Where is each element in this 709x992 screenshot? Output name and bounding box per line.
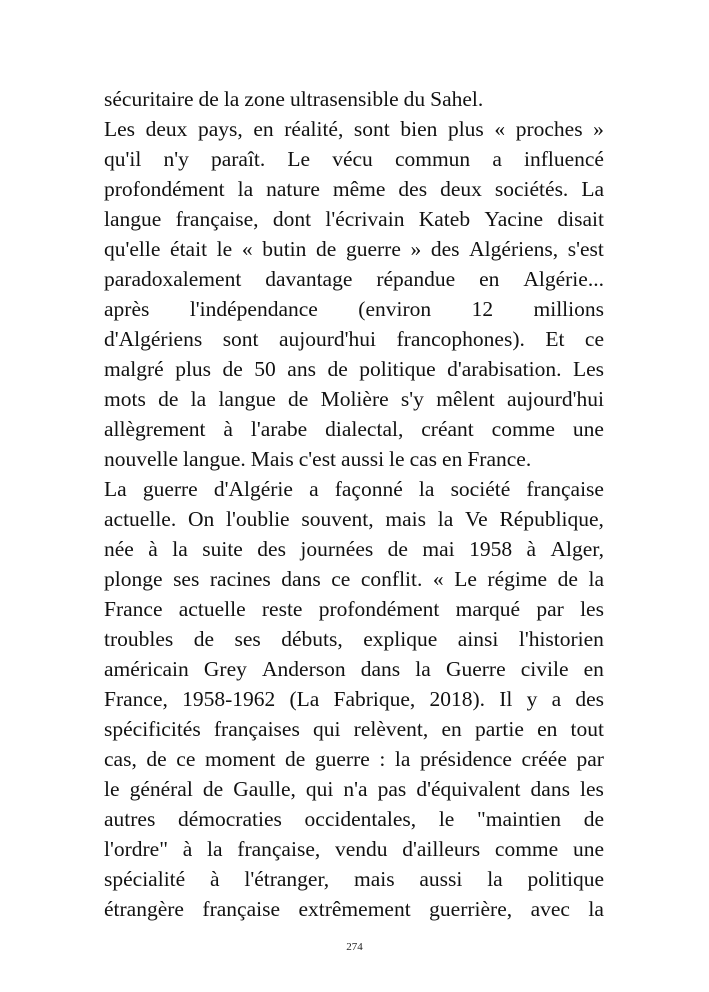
- word: de: [316, 237, 337, 261]
- word: paraît.: [210, 147, 266, 171]
- word: ce: [584, 327, 604, 351]
- word: pas: [377, 777, 407, 801]
- word: le: [389, 447, 405, 471]
- text-line: [104, 684, 604, 714]
- word: réalité,: [284, 117, 344, 141]
- text-line: [104, 264, 604, 294]
- word: la: [418, 477, 435, 501]
- word: 2018).: [429, 687, 486, 711]
- word: nouvelle: [104, 447, 179, 471]
- word: cas: [409, 447, 438, 471]
- word: en: [479, 267, 500, 291]
- word: française,: [175, 207, 259, 231]
- word: 50: [254, 357, 276, 381]
- word: la: [588, 567, 604, 591]
- word: françaises: [213, 717, 300, 741]
- word: c'est: [298, 447, 337, 471]
- word: troubles: [104, 627, 174, 651]
- word: sont: [353, 117, 390, 141]
- word: mêlent: [436, 387, 495, 411]
- word: plonge: [104, 567, 163, 591]
- word: dans: [360, 657, 401, 681]
- word: civile: [520, 657, 569, 681]
- word: On: [187, 507, 215, 531]
- word: souvent,: [301, 507, 374, 531]
- word: n'y: [163, 147, 189, 171]
- word: même: [332, 177, 386, 201]
- word: guerre: [142, 477, 198, 501]
- word: «: [241, 237, 253, 261]
- word: moment: [204, 747, 276, 771]
- word: les: [580, 597, 604, 621]
- text-line: [104, 174, 604, 204]
- word: l'étranger,: [244, 867, 330, 891]
- word: profondément: [318, 597, 440, 621]
- text-line: [104, 594, 604, 624]
- word: «: [432, 567, 444, 591]
- word: l'historien: [518, 627, 604, 651]
- word: la: [437, 507, 454, 531]
- word: du: [403, 87, 426, 111]
- word: de: [583, 807, 604, 831]
- word: étrangère: [104, 897, 184, 921]
- word: qui: [313, 717, 341, 741]
- word: reste: [261, 597, 303, 621]
- word: l'écrivain: [325, 207, 405, 231]
- text-line: [104, 834, 604, 864]
- word: de: [158, 387, 179, 411]
- word: La: [104, 477, 127, 501]
- word: la: [237, 177, 254, 201]
- text-line: [104, 234, 604, 264]
- word: de: [202, 777, 224, 801]
- word: guerrière,: [429, 897, 513, 921]
- word: société: [450, 477, 511, 501]
- word: d'Algérie: [213, 477, 293, 501]
- word: dont: [272, 207, 312, 231]
- text-line: [104, 474, 604, 504]
- word: disait: [557, 207, 604, 231]
- word: s'y: [400, 387, 424, 411]
- word: ce: [176, 747, 196, 771]
- word: (La: [289, 687, 320, 711]
- word: (environ: [358, 297, 432, 321]
- word: pays,: [198, 117, 243, 141]
- text-line: [104, 744, 604, 774]
- word: en: [583, 657, 604, 681]
- word: bien: [400, 117, 438, 141]
- word: d'équivalent: [416, 777, 521, 801]
- word: l'indépendance: [189, 297, 318, 321]
- text-line: [104, 504, 604, 534]
- word: de: [222, 357, 243, 381]
- word: la: [487, 867, 503, 891]
- word: Grey: [203, 657, 247, 681]
- word: était: [170, 237, 208, 261]
- word: ans: [287, 357, 316, 381]
- word: conflit.: [360, 567, 423, 591]
- word: Anderson: [262, 657, 346, 681]
- word: Le: [287, 147, 311, 171]
- word: France,: [104, 687, 168, 711]
- word: a: [551, 687, 562, 711]
- word: Molière: [320, 387, 389, 411]
- word: la: [588, 897, 604, 921]
- word: butin: [262, 237, 307, 261]
- word: aujourd'hui: [506, 387, 604, 411]
- word: l'oublie: [226, 507, 290, 531]
- word: façonné: [334, 477, 403, 501]
- word: influencé: [523, 147, 604, 171]
- word: en: [441, 717, 462, 741]
- word: n'a: [343, 777, 368, 801]
- word: Algériens,: [469, 237, 559, 261]
- word: qu'elle: [104, 237, 161, 261]
- word: y: [526, 687, 538, 711]
- word: d'ailleurs: [402, 837, 481, 861]
- word: la: [223, 87, 240, 111]
- word: de: [288, 387, 309, 411]
- text-line: [104, 324, 604, 354]
- word: à: [148, 537, 158, 561]
- word: de: [557, 567, 578, 591]
- word: Ve: [465, 507, 488, 531]
- text-line: [104, 534, 604, 564]
- word: racines: [209, 567, 271, 591]
- word: deux: [145, 117, 188, 141]
- word: dialectal,: [325, 417, 404, 441]
- word: guerre: [345, 237, 401, 261]
- text-line: [104, 294, 604, 324]
- text-line: [104, 774, 604, 804]
- word: Et: [545, 327, 565, 351]
- word: nature: [266, 177, 320, 201]
- word: des: [257, 537, 286, 561]
- word: comme: [494, 837, 559, 861]
- word: "maintien: [477, 807, 562, 831]
- word: débuts,: [281, 627, 343, 651]
- word: française: [202, 897, 281, 921]
- word: des: [398, 177, 428, 201]
- word: ultrasensible: [289, 87, 399, 111]
- word: mai: [422, 537, 455, 561]
- word: aujourd'hui: [279, 327, 377, 351]
- word: 1958: [469, 537, 513, 561]
- word: »: [410, 237, 422, 261]
- text-line: [104, 864, 604, 894]
- word: République,: [499, 507, 604, 531]
- word: la: [172, 537, 188, 561]
- word: les: [580, 777, 604, 801]
- text-line: [104, 894, 604, 924]
- word: par: [536, 597, 564, 621]
- word: en: [537, 717, 558, 741]
- word: Alger,: [550, 537, 604, 561]
- word: suite: [202, 537, 243, 561]
- word: en: [253, 117, 274, 141]
- word: à: [210, 867, 220, 891]
- word: millions: [533, 297, 604, 321]
- word: occidentales,: [304, 807, 417, 831]
- word: francophones).: [396, 327, 525, 351]
- word: mais: [385, 507, 426, 531]
- word: le: [438, 807, 455, 831]
- text-line: [104, 354, 604, 384]
- text-line: [104, 714, 604, 744]
- word: une: [572, 837, 604, 861]
- word: à: [182, 837, 193, 861]
- word: ses: [234, 627, 261, 651]
- word: langue: [218, 387, 276, 411]
- word: davantage: [265, 267, 353, 291]
- word: de: [146, 747, 167, 771]
- word: »: [593, 117, 604, 141]
- word: 12: [471, 297, 494, 321]
- word: l'arabe: [250, 417, 308, 441]
- text-line: [104, 144, 604, 174]
- word: guerre: [314, 747, 370, 771]
- word: de: [327, 357, 348, 381]
- word: Le: [454, 567, 477, 591]
- text-line: [104, 654, 604, 684]
- word: La: [581, 177, 604, 201]
- word: française: [526, 477, 604, 501]
- word: France: [104, 597, 163, 621]
- word: général: [129, 777, 193, 801]
- word: politique: [359, 357, 436, 381]
- word: de: [198, 87, 219, 111]
- word: Gaulle,: [233, 777, 296, 801]
- word: France.: [467, 447, 532, 471]
- word: allègrement: [104, 417, 206, 441]
- word: Les: [104, 117, 136, 141]
- word: deux: [440, 177, 482, 201]
- word: :: [379, 747, 386, 771]
- word: mais: [353, 867, 395, 891]
- word: partie: [474, 717, 524, 741]
- word: langue: [104, 207, 162, 231]
- word: actuelle.: [104, 507, 177, 531]
- word: tout: [570, 717, 604, 741]
- word: proches: [515, 117, 583, 141]
- word: 1958-1962: [182, 687, 276, 711]
- word: avec: [530, 897, 570, 921]
- word: extrêmement: [298, 897, 411, 921]
- word: explique: [363, 627, 438, 651]
- word: spécificités: [104, 717, 201, 741]
- word: créant: [421, 417, 474, 441]
- word: après: [104, 297, 150, 321]
- word: commun: [394, 147, 471, 171]
- word: ses: [173, 567, 200, 591]
- word: la: [190, 387, 207, 411]
- word: Fabrique,: [333, 687, 416, 711]
- word: par: [576, 747, 604, 771]
- word: sociétés.: [494, 177, 569, 201]
- word: journées: [300, 537, 374, 561]
- word: née: [104, 537, 134, 561]
- word: aussi: [341, 447, 385, 471]
- word: créée: [521, 747, 567, 771]
- word: actuelle: [178, 597, 246, 621]
- word: Sahel.: [430, 87, 484, 111]
- word: dans: [281, 567, 321, 591]
- word: d'arabisation.: [447, 357, 562, 381]
- word: Mais: [250, 447, 294, 471]
- word: ce: [331, 567, 351, 591]
- word: française,: [237, 837, 321, 861]
- word: s'est: [567, 237, 604, 261]
- word: «: [494, 117, 506, 141]
- word: Yacine: [484, 207, 544, 231]
- word: malgré: [104, 357, 164, 381]
- word: répandue: [376, 267, 456, 291]
- word: Guerre: [445, 657, 506, 681]
- word: vécu: [332, 147, 373, 171]
- word: régime: [487, 567, 548, 591]
- word: la: [415, 657, 431, 681]
- text-line: [104, 204, 604, 234]
- word: plus: [175, 357, 212, 381]
- word: de: [193, 627, 215, 651]
- word: zone: [244, 87, 285, 111]
- word: démocraties: [178, 807, 282, 831]
- word: profondément: [104, 177, 225, 201]
- word: le: [104, 777, 120, 801]
- word: aussi: [419, 867, 463, 891]
- word: vendu: [334, 837, 388, 861]
- word: des: [575, 687, 604, 711]
- word: à: [223, 417, 233, 441]
- word: américain: [104, 657, 189, 681]
- word: sécuritaire: [104, 87, 194, 111]
- word: la: [207, 837, 223, 861]
- word: Algérie...: [523, 267, 604, 291]
- word: l'ordre": [104, 837, 168, 861]
- word: plus: [447, 117, 484, 141]
- text-line: [104, 564, 604, 594]
- word: à: [526, 537, 537, 561]
- text-line: [104, 414, 604, 444]
- word: la: [394, 747, 411, 771]
- word: paradoxalement: [104, 267, 242, 291]
- word: le: [216, 237, 233, 261]
- word: spécialité: [104, 867, 186, 891]
- word: Les: [572, 357, 604, 381]
- text-line: [104, 624, 604, 654]
- word: de: [285, 747, 306, 771]
- text-line: [104, 804, 604, 834]
- text-line: [104, 84, 604, 114]
- word: mots: [104, 387, 146, 411]
- word: des: [430, 237, 460, 261]
- word: langue.: [183, 447, 246, 471]
- word: qui: [305, 777, 334, 801]
- word: autres: [104, 807, 156, 831]
- word: présidence: [420, 747, 512, 771]
- text-line: [104, 444, 604, 474]
- word: qu'il: [104, 147, 142, 171]
- word: en: [442, 447, 463, 471]
- word: dans: [530, 777, 570, 801]
- word: sont: [222, 327, 259, 351]
- word: ainsi: [457, 627, 499, 651]
- word: Il: [499, 687, 513, 711]
- word: relèvent,: [353, 717, 429, 741]
- text-line: [104, 114, 604, 144]
- word: a: [492, 147, 502, 171]
- word: de: [387, 537, 408, 561]
- word: d'Algériens: [104, 327, 203, 351]
- word: Kateb: [418, 207, 471, 231]
- text-line: [104, 384, 604, 414]
- body-text: [104, 84, 604, 924]
- word: comme: [491, 417, 555, 441]
- word: a: [309, 477, 319, 501]
- page-number: 274: [346, 941, 363, 953]
- word: une: [572, 417, 604, 441]
- word: politique: [527, 867, 604, 891]
- word: cas,: [104, 747, 137, 771]
- word: marqué: [455, 597, 521, 621]
